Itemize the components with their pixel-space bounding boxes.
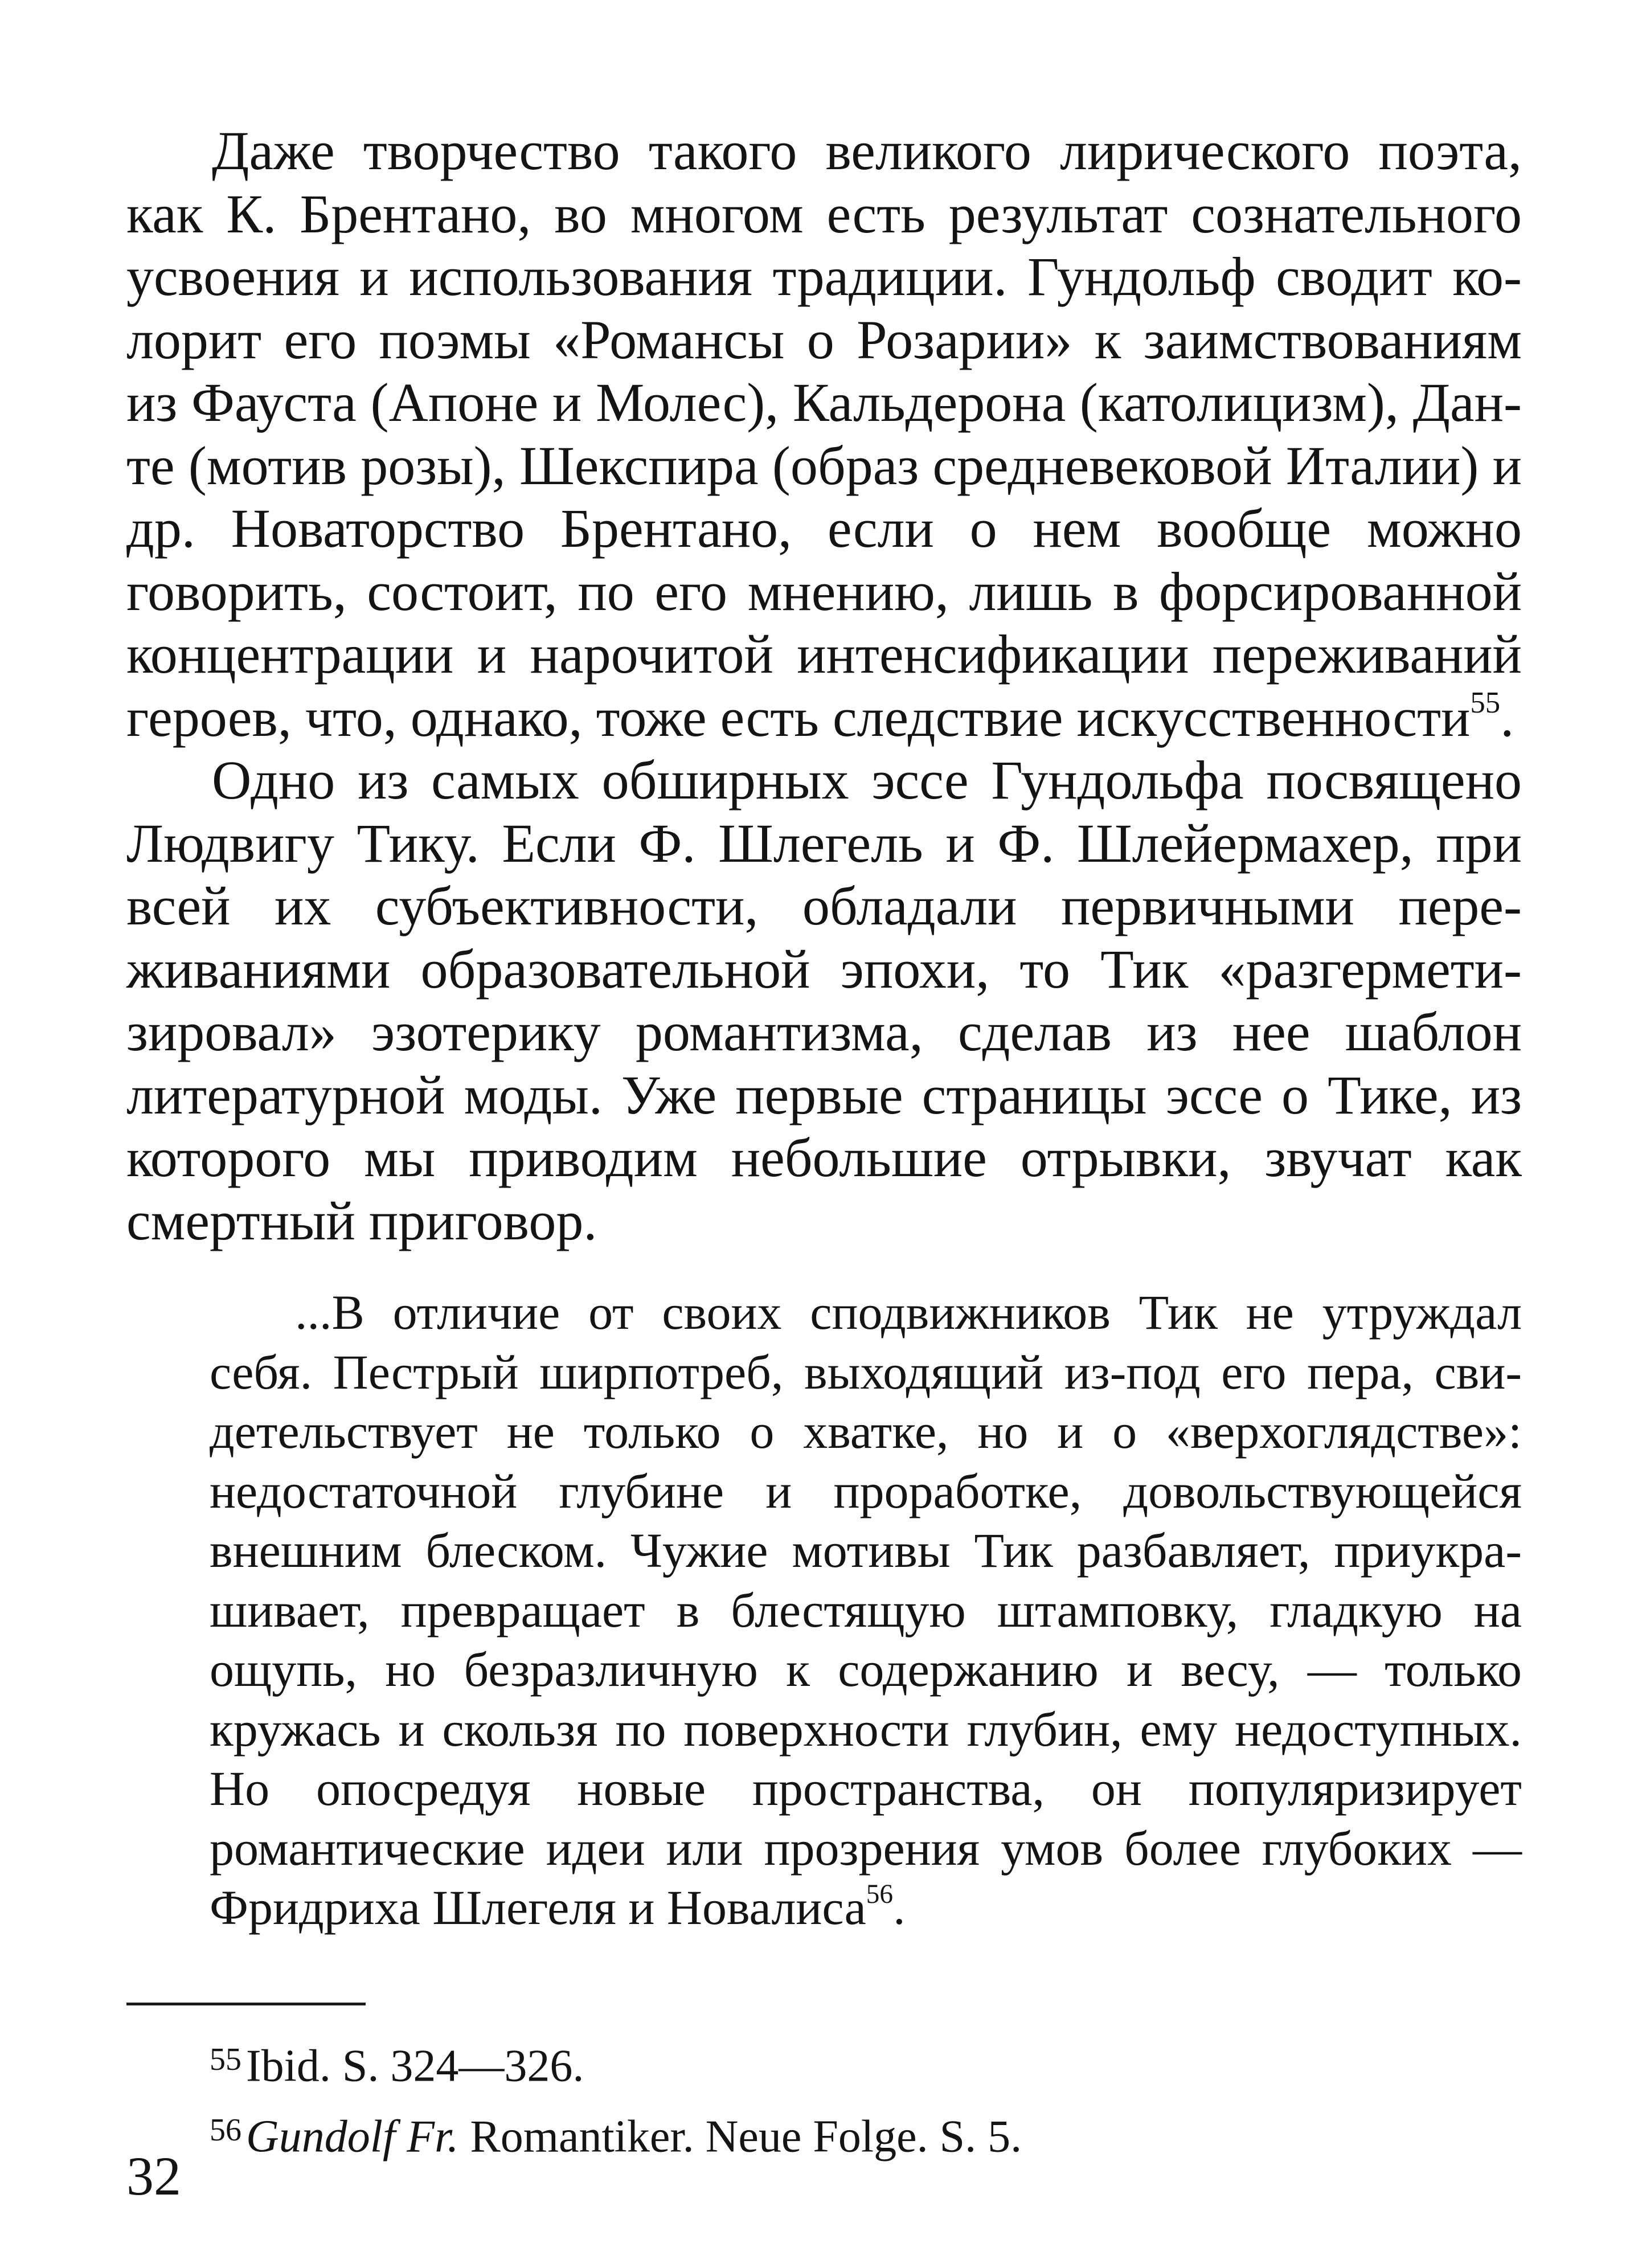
footnote-text: Romantiker. Neue Folge. S. 5. <box>470 2111 1022 2162</box>
footnote-55 <box>210 2028 1520 2098</box>
page-number: 32 <box>126 2146 181 2206</box>
paragraph-brentano: Даже творчество такого великого лирического поэта, как К. Брентано, во многом есть результат сознательного усвоения и использования традиции. Гундольф сводит колорит его поэмы «Романсы о Розарии» к заимствованиям из Фауста (Апоне и Молес), Кальдерона (католицизм), Данте (мотив розы), Шекспира (образ средневековой Италии) и др. Новаторство Брентано, если о нем вообще можно говорить, состоит, по его мнению, лишь в форсированной концентрации и нарочитой интенсификации переживаний героев, что, однако, тоже есть следствие искусственности$^{55}$. <box>126 120 1522 748</box>
footnotes <box>210 2028 1520 2168</box>
main-text <box>126 120 1522 1252</box>
footnote-56 <box>210 2098 1520 2169</box>
footnote-separator <box>126 2003 366 2005</box>
paragraph-tieck: Одно из самых обширных эссе Гундольфа посвящено Людвигу Тику. Если Ф. Шлегель и Ф. Шлейермахер, при всей их субъективности, обладали первичными переживаниями образовательной эпохи, то Тик «разгерметизировал» эзотерику романтизма, сделав из нее шаблон литературной моды. Уже первые страницы эссе о Тике, из которого мы приводим небольшие отрывки, звучат как смертный приговор. <box>126 750 1522 1251</box>
footnote-author: Gundolf Fr. <box>246 2111 459 2162</box>
footnote-ref-56[interactable]: 56 <box>866 1880 894 1910</box>
quote-paragraph: ...В отличие от своих сподвижников Тик не утруждал себя. Пестрый ширпотреб, выходящий из-под его пера, свидетельствует не только о хватке, но и о «верхоглядстве»: недостаточной глубине и проработке, довольствующейся внешним блеском. Чужие мотивы Тик разбавляет, приукрашивает, превращает в блестящую штамповку, гладкую на ощупь, но безразличную к содержанию и весу, — только кружась и скользя по поверхности глубин, ему недоступных. Но опосредуя новые пространства, он популяризирует романтические идеи или прозрения умов более глубоких — Фридриха Шлегеля и Новалиса$^{56}$. <box>210 1285 1522 1935</box>
footnote-text: Ibid. S. 324—326. <box>246 2041 584 2091</box>
footnote-ref-55[interactable]: 55 <box>1470 686 1501 719</box>
footnote-number: 56 <box>210 2112 241 2148</box>
block-quote <box>210 1283 1522 1938</box>
footnote-number: 55 <box>210 2042 241 2077</box>
